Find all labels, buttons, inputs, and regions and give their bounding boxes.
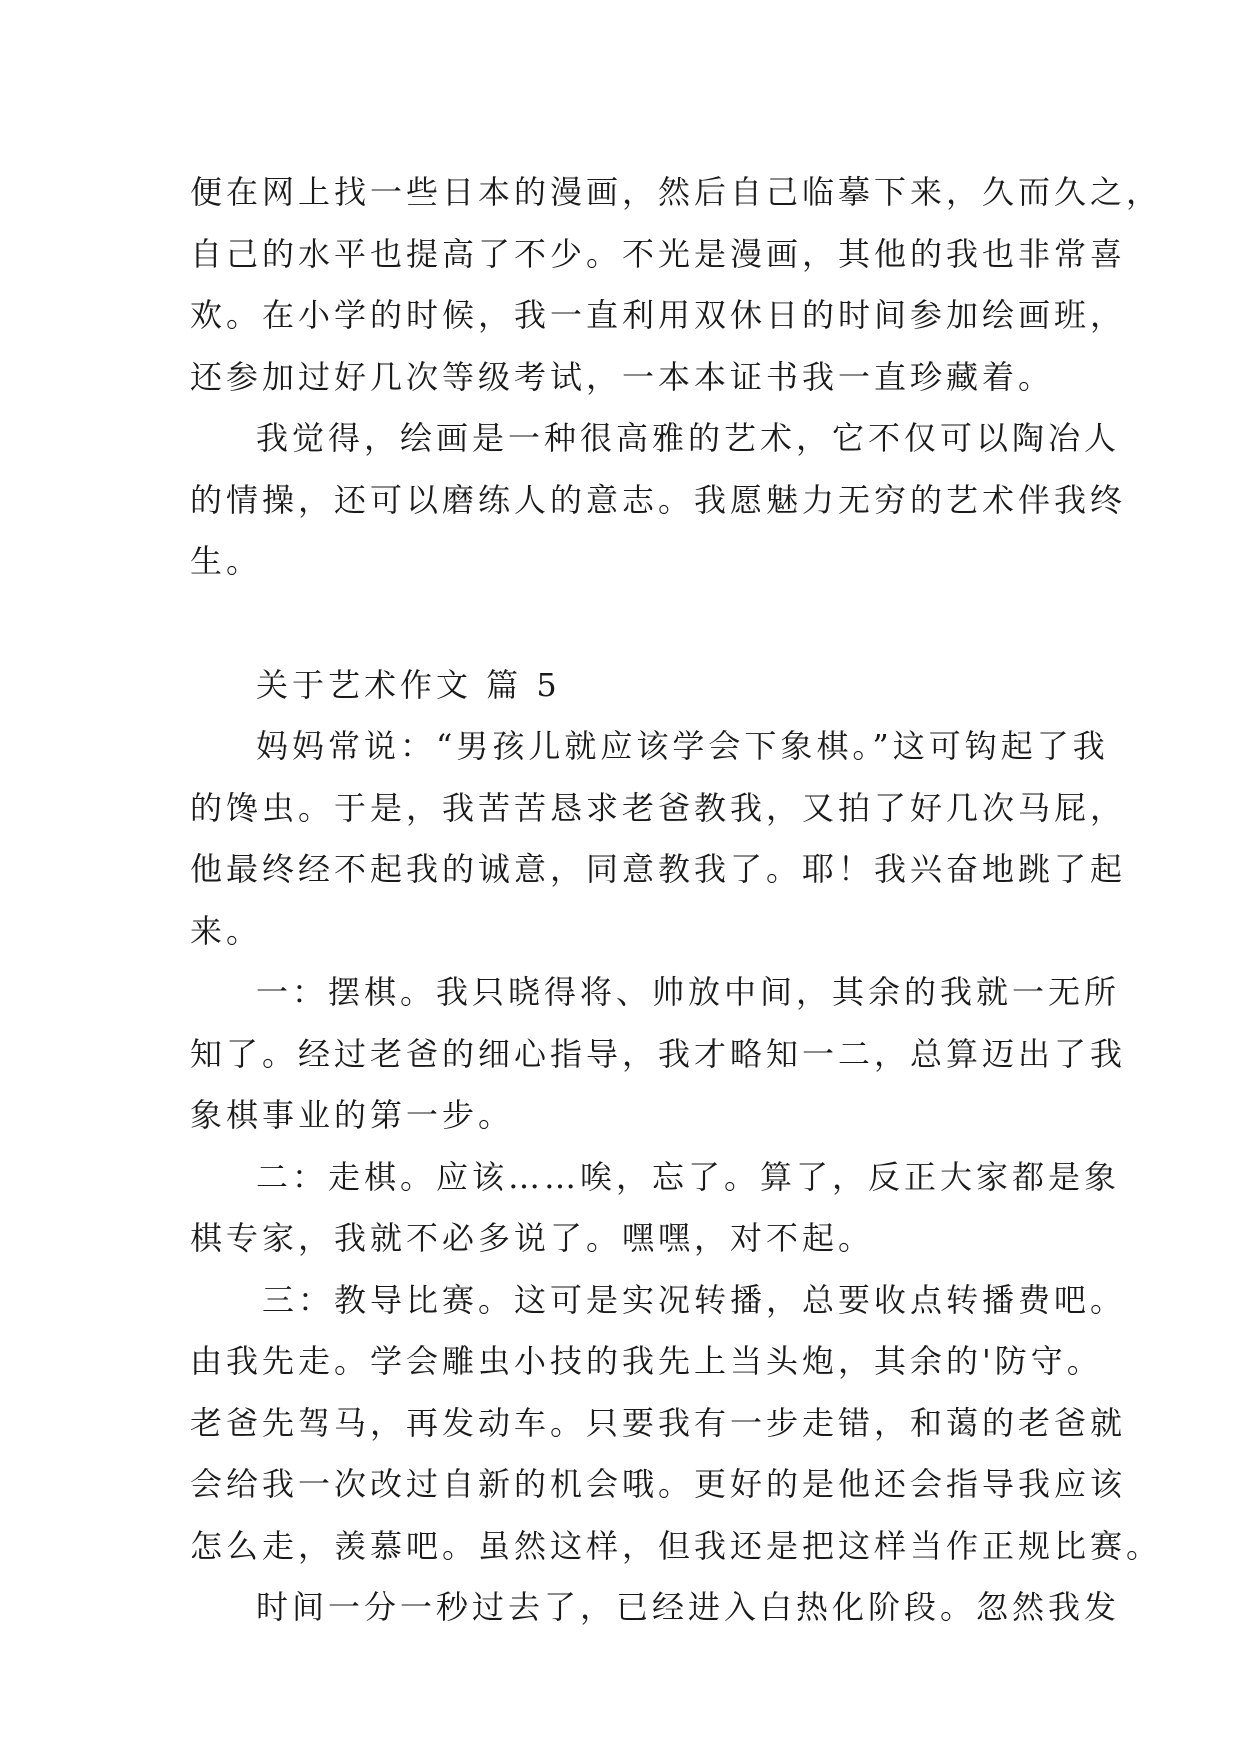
text-line: 知了。经过老爸的细心指导，我才略知一二，总算迈出了我 [190,1034,1127,1073]
paragraph [190,1577,1121,1639]
text-line: 还参加过好几次等级考试，一本本证书我一直珍藏着。 [190,357,1055,396]
section-spacer [190,593,1070,655]
paragraph [190,1147,1121,1270]
text-line: 时间一分一秒过去了，已经进入白热化阶段。忽然我发 [256,1588,1121,1626]
text-line: 由我先走。学会雕虫小技的我先上当头炮，其余的'防守。 [190,1342,1103,1380]
text-line: 妈妈常说：“男孩儿就应该学会下象棋。”这可钩起了我 [256,727,1109,765]
text-line: 会给我一次改过自新的机会哦。更好的是他还会指导我应该 [190,1465,1127,1503]
text-line: 我觉得，绘画是一种很高雅的艺术，它不仅可以陶冶人 [256,419,1121,457]
text-line: 的馋虫。于是，我苦苦恳求老爸教我，又拍了好几次马屁， [190,788,1127,827]
paragraph [190,162,1163,408]
paragraph [190,962,1127,1147]
text-line: 欢。在小学的时候，我一直利用双休日的时间参加绘画班， [190,296,1127,334]
text-line: 生。 [190,542,263,580]
text-body [190,162,1163,1639]
text-line: 便在网上找一些日本的漫画，然后自己临摹下来，久而久之， [190,173,1163,211]
text-line: 怎么走，羡慕吧。虽然这样，但我还是把这样当作正规比赛。 [190,1526,1163,1565]
text-line: 三：教导比赛。这可是实况转播，总要收点转播费吧。 [262,1280,1127,1319]
text-line: 一：摆棋。我只晓得将、帅放中间，其余的我就一无所 [256,973,1121,1011]
text-line: 二：走棋。应该……唉，忘了。算了，反正大家都是象 [256,1157,1121,1196]
text-line: 他最终经不起我的诚意，同意教我了。耶！我兴奋地跳了起 [190,850,1127,888]
paragraph [190,408,1127,593]
text-line: 的情操，还可以磨练人的意志。我愿魅力无穷的艺术伴我终 [190,480,1127,519]
text-line: 自己的水平也提高了不少。不光是漫画，其他的我也非常喜 [190,234,1127,273]
text-line: 棋专家，我就不必多说了。嘿嘿，对不起。 [190,1219,875,1257]
section-heading: 关于艺术作文 篇 5 [256,665,561,704]
text-line: 老爸先驾马，再发动车。只要我有一步走错，和蔼的老爸就 [190,1403,1127,1442]
paragraph [190,1270,1163,1578]
paragraph [190,716,1127,962]
text-line: 象棋事业的第一步。 [190,1096,515,1134]
text-line: 来。 [190,911,263,950]
